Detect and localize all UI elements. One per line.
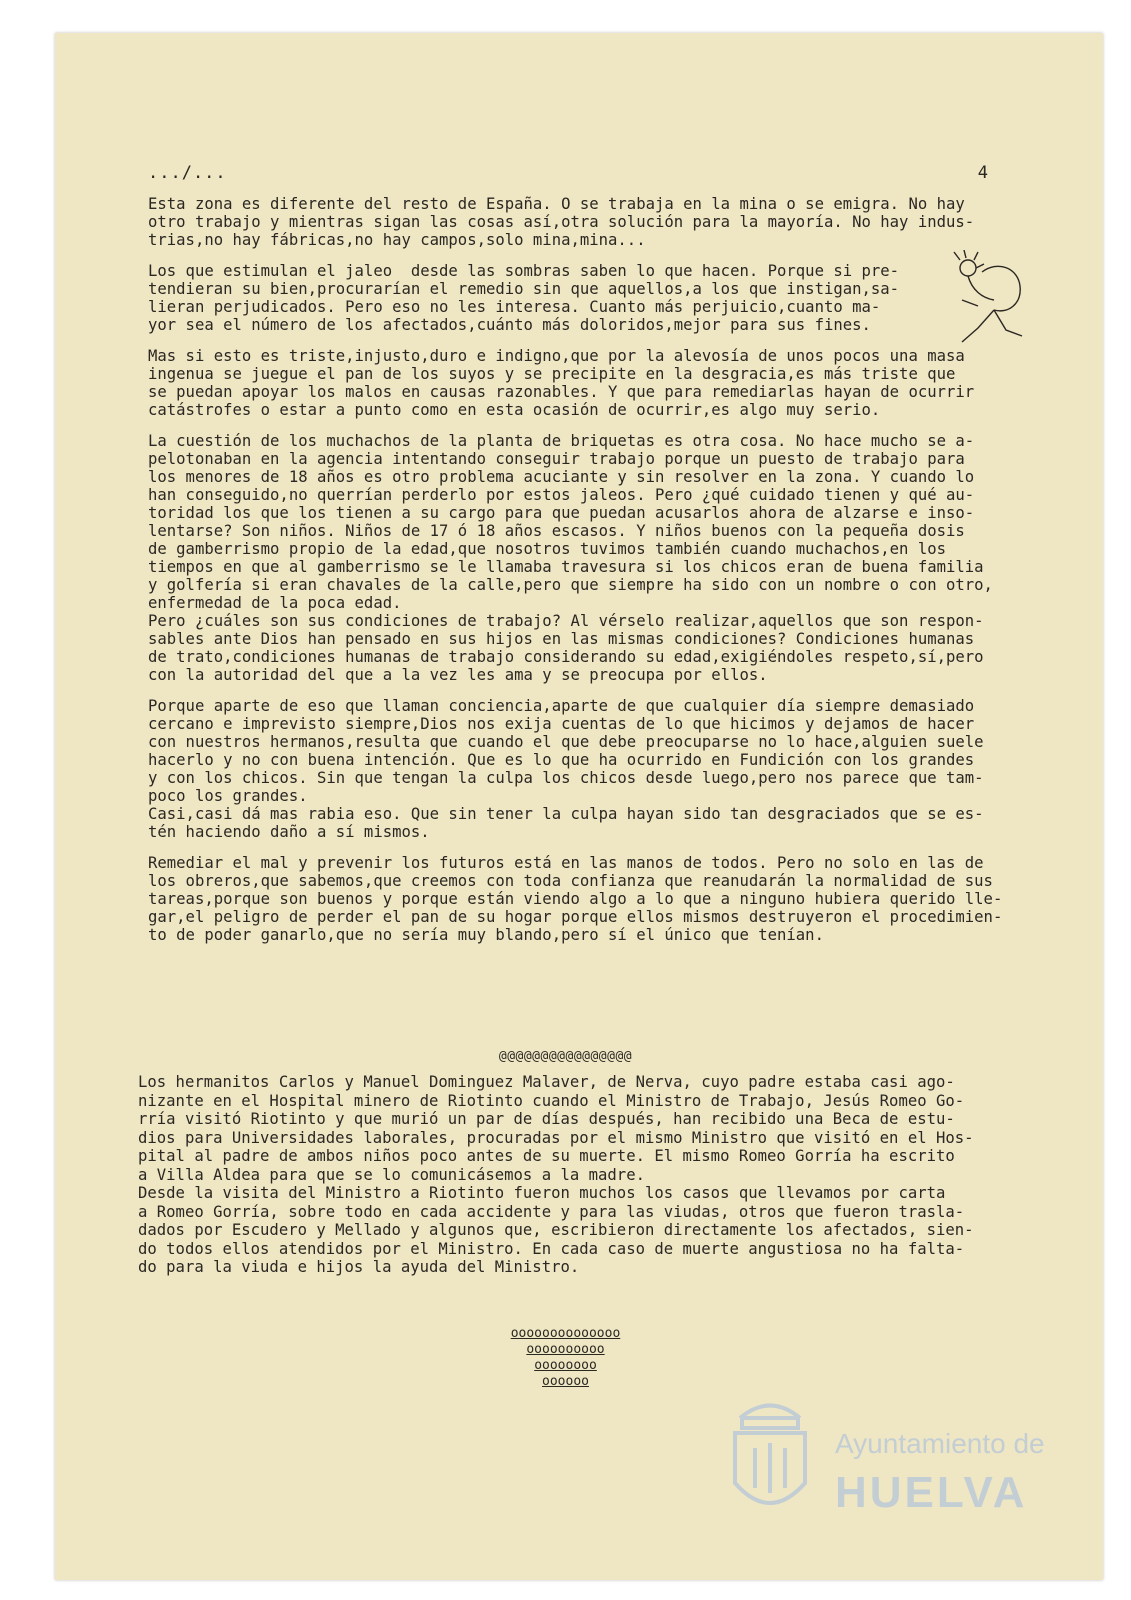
section-separator: @@@@@@@@@@@@@@@@	[498, 1049, 633, 1064]
paragraph-conscience: Porque aparte de eso que llaman conciencia,aparte de que cualquier día siempre demasiado cercano e imprevisto siempre,Dios nos exija cuentas de lo que hicimos y dejamos de hacer con nuestros hermanos,resulta que cuando el que debe preocuparse no lo hace,alguien suele hacerlo y no con buena intención. Que es lo que ha ocurrido en Fundición con los grandes y con los chicos. Sin que tengan la culpa los chicos desde luego,pero nos parece que tam- poco los grandes. Casi,casi dá mas rabia eso. Que sin tener la culpa hayan sido tan desgraciados que se es- tén haciendo daño a sí mismos.	[148, 697, 984, 841]
paragraph-remedy: Remediar el mal y prevenir los futuros está en las manos de todos. Pero no solo en las de los obreros,que sabemos,que creemos con toda confianza que reanudarán la normalidad de sus tareas,porque son buenos y porque están viendo algo a lo que a ninguno hubiera querido lle- gar,el peligro de perder el pan de su hogar porque ellos mismos destruyeron el procedimien- to de poder ganarlo,que no sería muy blando,pero sí el único que tenían.	[148, 854, 1003, 944]
continuation-mark: .../...	[148, 163, 227, 183]
paragraph-catastrophe: Mas si esto es triste,injusto,duro e indigno,que por la alevosía de unos pocos una masa ingenua se juegue el pan de los suyos y se precipite en la desgracia,es más triste que se puedan apoyar los malos en causas razonables. Y que para remediarlas hayan de ocurrir catástrofes o estar a punto como en esta ocasión de ocurrir,es algo muy serio.	[148, 347, 975, 419]
news-scholarship: Los hermanitos Carlos y Manuel Dominguez Malaver, de Nerva, cuyo padre estaba casi ago- nizante en el Hospital minero de Riotinto cuando el Ministro de Trabajo, Jesús Romeo Go- rría visitó Riotinto y que murió un par de días después, han recibido una Beca de estu- dios para Universidades laborales, procuradas por el mismo Ministro que visitó en el Hos- pital al padre de ambos niños poco antes de su muerte. El mismo Romeo Gorría ha escrito a Villa Aldea para que se lo comunicásemos a la madre.	[138, 1073, 974, 1184]
watermark-line1: Ayuntamiento de	[835, 1428, 1045, 1459]
paragraph-briquetas: La cuestión de los muchachos de la planta de briquetas es otra cosa. No hace mucho se a- pelotonaban en la agencia intentando conseguir trabajo porque un puesto de trabajo para los menores de 18 años es otro problema acuciante y sin resolver en la zona. Y cuando lo han conseguido,no querrían perderlo por estos jaleos. Pero ¿qué cuidado tienen y qué au- toridad los que los tienen a su cargo para que puedan acusarlos ahora de alzarse e inso- lentarse? Son niños. Niños de 17 ó 18 años escasos. Y niños buenos con la pequeña dosis de gamberrismo propio de la edad,que nosotros tuvimos también cuando muchachos,en los tiempos en que al gamberrismo se le llamaba travesura si los chicos eran de buena familia y golfería si eran chavales de la calle,pero que siempre ha sido con un nombre o con otro, enfermedad de la poca edad. Pero ¿cuáles son sus condiciones de trabajo? Al vérselo realizar,aquellos que son respon- sables ante Dios han pensado en sus hijos en las mismas condiciones? Condiciones humanas de trato,condiciones humanas de trabajo considerando su edad,exigiéndoles respeto,sí,pero con la autoridad del que a la vez les ama y se preocupa por ellos.	[148, 432, 993, 684]
paragraph-instigators: Los que estimulan el jaleo desde las sombras saben lo que hacen. Porque si pre- tendieran su bien,procurarían el remedio sin que aquellos,a los que instigan,sa- lieran perjudicados. Pero eso no les interesa. Cuanto más perjuicio,cuanto ma- yor sea el número de los afectados,cuánto más doloridos,mejor para sus fines.	[148, 262, 900, 334]
closing-row: oooooooooo	[526, 1342, 605, 1357]
closing-row: oooooooo	[534, 1358, 597, 1373]
closing-ornament	[0, 1326, 1131, 1390]
watermark-line2: HUELVA	[835, 1468, 1028, 1517]
closing-row: oooooo	[542, 1374, 589, 1389]
page-number: 4	[977, 163, 988, 183]
archive-watermark	[720, 1388, 1050, 1528]
news-ministry-visit: Desde la visita del Ministro a Riotinto fueron muchos los casos que llevamos por carta a Romeo Gorría, sobre todo en cada accidente y para las viudas, otros que fueron trasla- dados por Escudero y Mellado y algunos que, escribieron directamente los afectados, sien- do todos ellos atendidos por el Ministro. En cada caso de muerte angustiosa no ha falta- do para la viuda e hijos la ayuda del Ministro.	[138, 1184, 974, 1276]
paragraph-zone: Esta zona es diferente del resto de España. O se trabaja en la mina o se emigra. No hay otro trabajo y mientras sigan las cosas así,otra solución para la mayoría. No hay indus- trias,no hay fábricas,no hay campos,solo mina,mina...	[148, 195, 975, 249]
city-crest-icon	[720, 1388, 820, 1528]
closing-row: oooooooooooooo	[510, 1326, 621, 1341]
article-body	[148, 195, 1048, 957]
news-section	[138, 1073, 1038, 1277]
